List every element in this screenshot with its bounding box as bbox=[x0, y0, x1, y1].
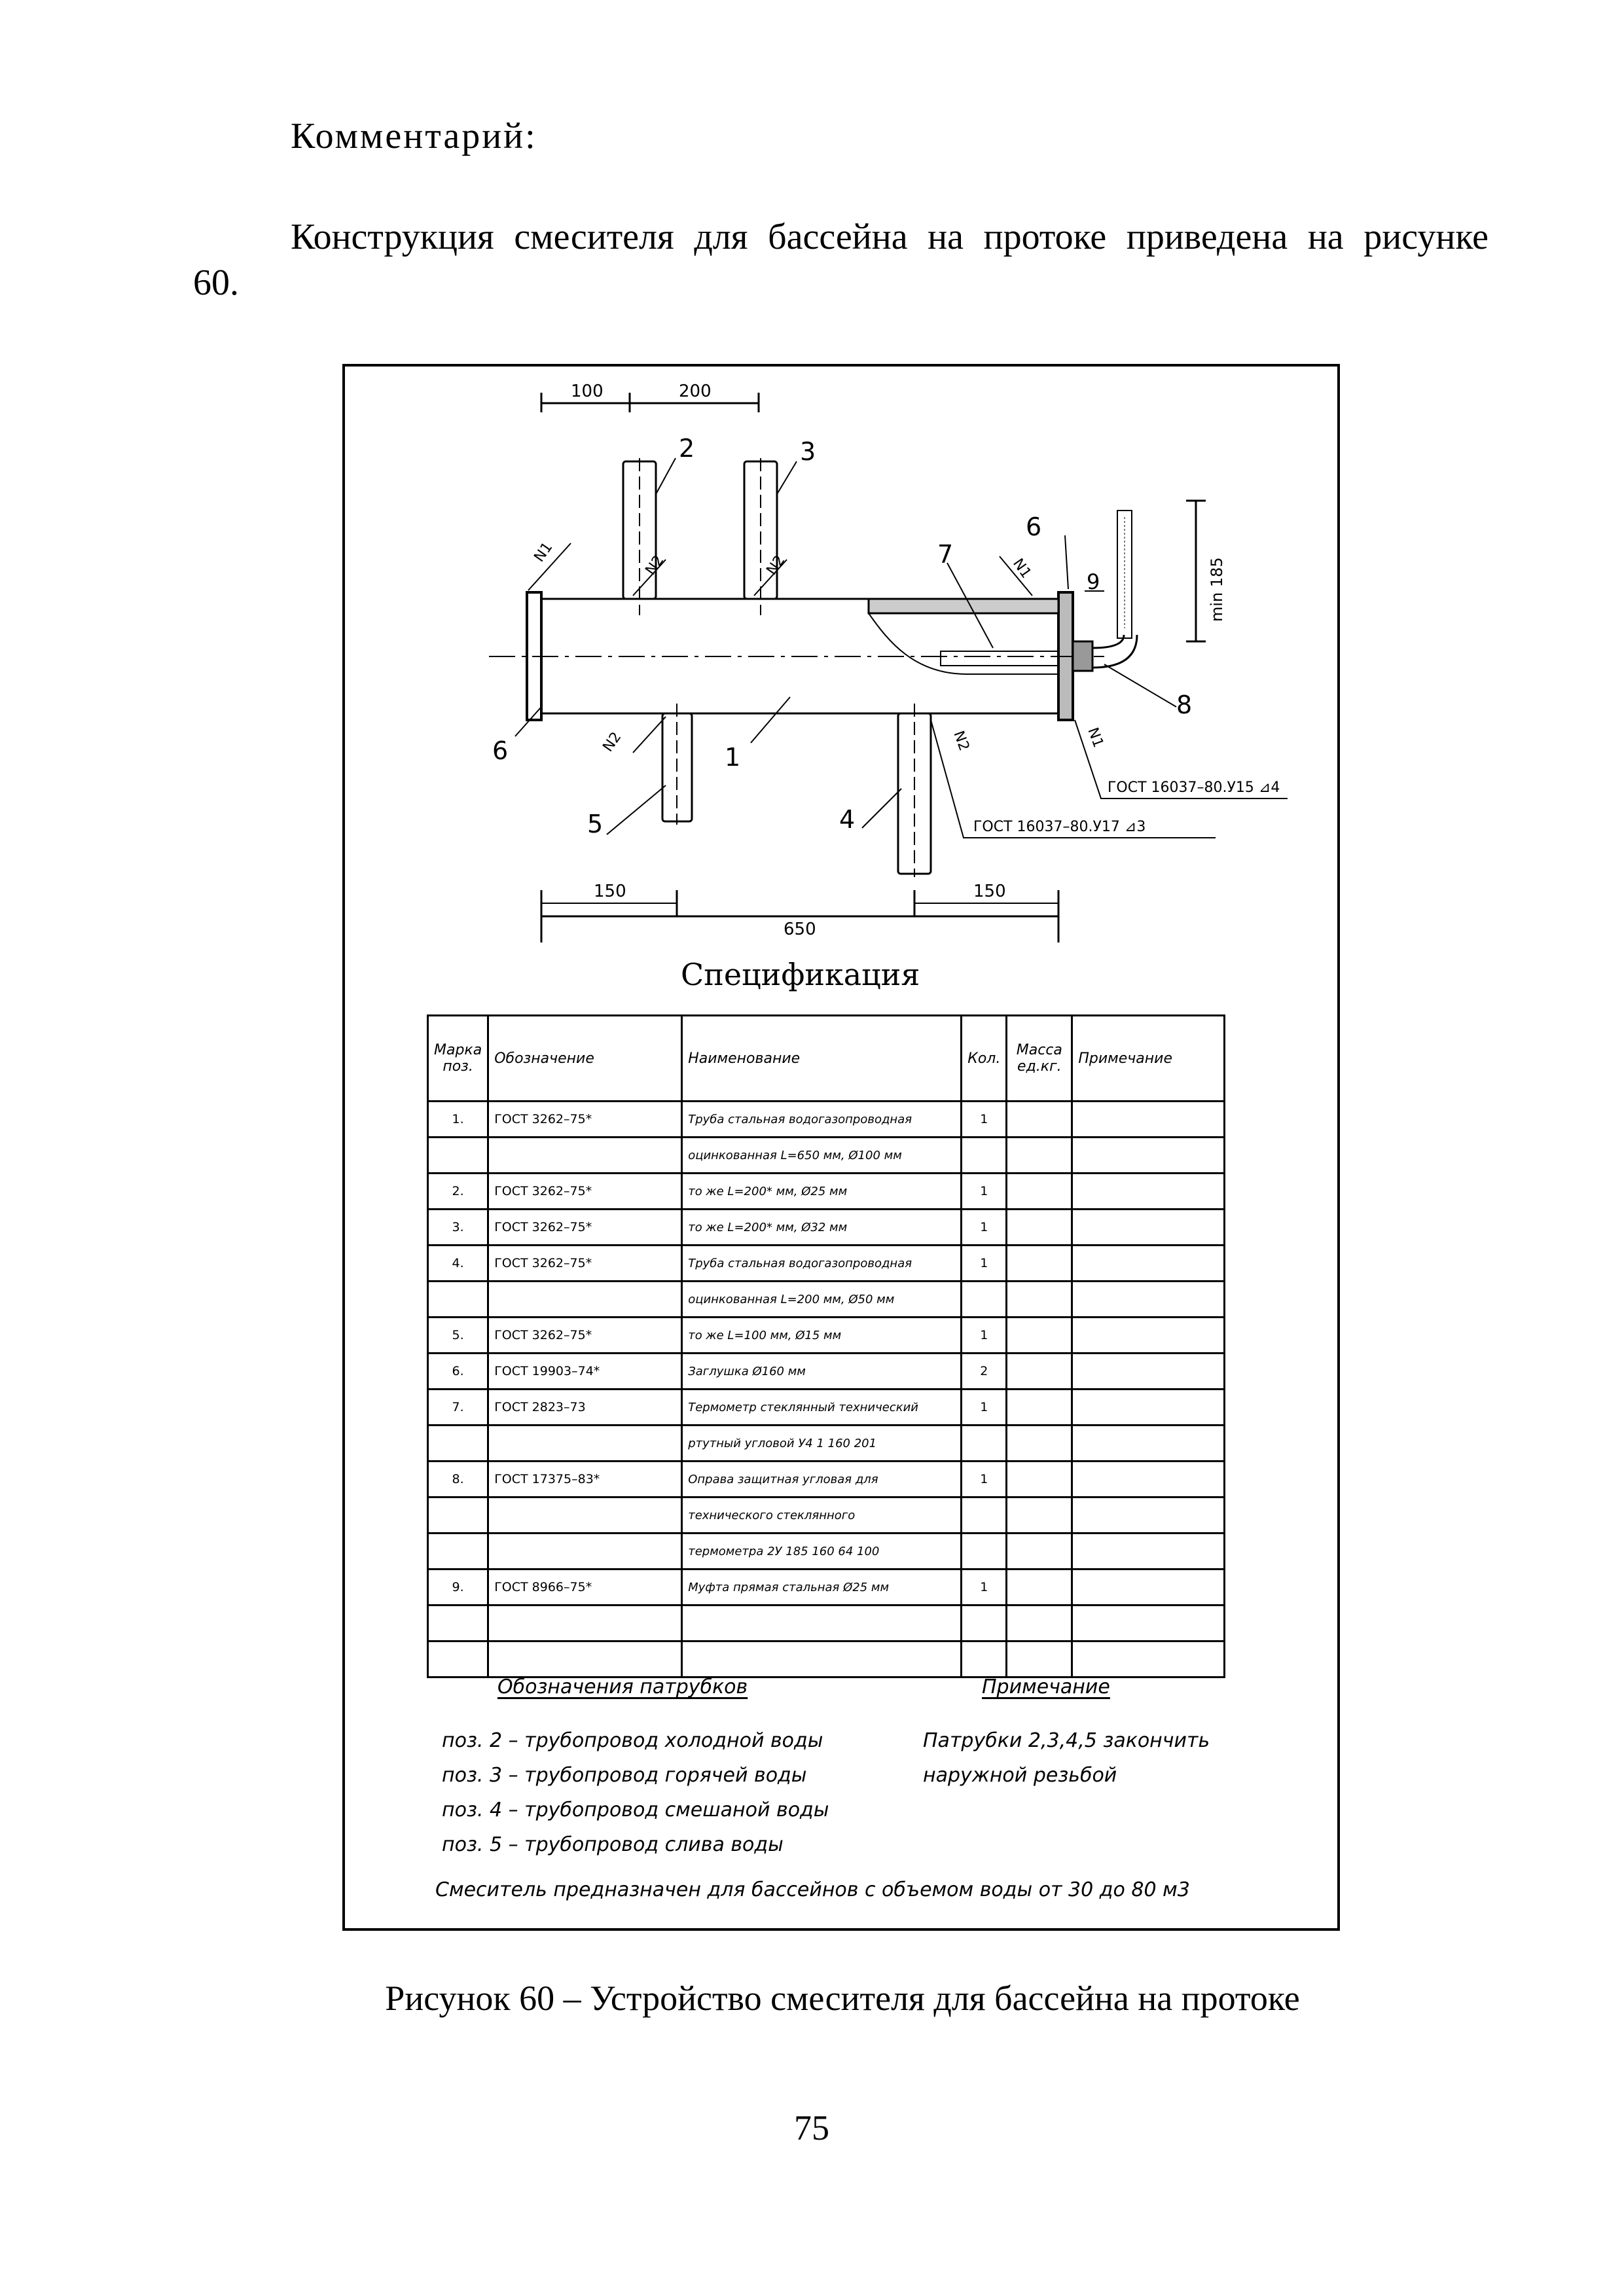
spec-cell-name: ртутный угловой У4 1 160 201 bbox=[682, 1426, 962, 1462]
spec-cell-name: то же L=200* мм, Ø32 мм bbox=[682, 1210, 962, 1246]
dim-650: 650 bbox=[784, 920, 816, 939]
spec-cell-designation bbox=[488, 1534, 682, 1570]
weld-n1-left: N1 bbox=[531, 539, 556, 565]
spec-cell-note bbox=[1072, 1534, 1225, 1570]
spec-cell-name: оцинкованная L=200 мм, Ø50 мм bbox=[682, 1282, 962, 1318]
spec-row bbox=[428, 1641, 1225, 1677]
weld-n2-a: N2 bbox=[642, 552, 668, 579]
spec-cell-mass bbox=[1007, 1605, 1072, 1641]
spec-cell-qty: 1 bbox=[962, 1390, 1007, 1426]
spec-cell-pos bbox=[428, 1426, 488, 1462]
intro-paragraph-line1: Конструкция смесителя для бассейна на протоке приведена на рисунке bbox=[291, 217, 1489, 257]
spec-row bbox=[428, 1390, 1225, 1426]
spec-cell-designation: ГОСТ 17375–83* bbox=[488, 1462, 682, 1498]
spec-cell-name bbox=[682, 1641, 962, 1677]
spec-cell-designation bbox=[488, 1498, 682, 1534]
spec-cell-name: то же L=100 мм, Ø15 мм bbox=[682, 1318, 962, 1354]
spec-row bbox=[428, 1210, 1225, 1246]
header-pos: Марка поз. bbox=[428, 1016, 488, 1102]
header-mass: Масса ед.кг. bbox=[1007, 1016, 1072, 1102]
label-2: 2 bbox=[679, 434, 695, 463]
spec-cell-name: Муфта прямая стальная Ø25 мм bbox=[682, 1570, 962, 1605]
spec-cell-pos bbox=[428, 1641, 488, 1677]
mixer-drawing bbox=[345, 367, 1337, 969]
spec-cell-note bbox=[1072, 1570, 1225, 1605]
label-6-left: 6 bbox=[492, 736, 509, 765]
thermometer-stem bbox=[941, 651, 1058, 666]
spec-cell-name: технического стеклянного bbox=[682, 1498, 962, 1534]
label-3: 3 bbox=[800, 437, 816, 466]
spec-cell-designation: ГОСТ 3262–75* bbox=[488, 1174, 682, 1210]
spec-row bbox=[428, 1318, 1225, 1354]
nozzle-note-2: поз. 2 – трубопровод холодной воды bbox=[442, 1729, 823, 1752]
spec-cell-mass bbox=[1007, 1246, 1072, 1282]
spec-cell-pos: 4. bbox=[428, 1246, 488, 1282]
spec-cell-mass bbox=[1007, 1570, 1072, 1605]
spec-cell-name: оцинкованная L=650 мм, Ø100 мм bbox=[682, 1138, 962, 1174]
spec-cell-note bbox=[1072, 1390, 1225, 1426]
figure-caption: Рисунок 60 – Устройство смесителя для бассейна на протоке bbox=[385, 1979, 1300, 2018]
hatch-area bbox=[869, 599, 1058, 613]
remark-line2: наружной резьбой bbox=[923, 1764, 1117, 1787]
spec-table bbox=[427, 1014, 1225, 1678]
spec-cell-name: то же L=200* мм, Ø25 мм bbox=[682, 1174, 962, 1210]
spec-cell-qty bbox=[962, 1138, 1007, 1174]
spec-cell-mass bbox=[1007, 1426, 1072, 1462]
spec-cell-mass bbox=[1007, 1390, 1072, 1426]
spec-cell-pos: 5. bbox=[428, 1318, 488, 1354]
spec-cell-name: Труба стальная водогазопроводная bbox=[682, 1246, 962, 1282]
spec-cell-qty: 1 bbox=[962, 1102, 1007, 1138]
gost-weld-2: ГОСТ 16037–80.У17 ⊿3 bbox=[973, 819, 1146, 835]
spec-cell-name bbox=[682, 1605, 962, 1641]
dim-200: 200 bbox=[679, 382, 712, 401]
spec-cell-pos bbox=[428, 1138, 488, 1174]
spec-cell-designation: ГОСТ 3262–75* bbox=[488, 1246, 682, 1282]
coupling bbox=[1073, 641, 1092, 671]
spec-cell-pos: 9. bbox=[428, 1570, 488, 1605]
header-qty: Кол. bbox=[962, 1016, 1007, 1102]
spec-cell-pos: 3. bbox=[428, 1210, 488, 1246]
spec-cell-qty bbox=[962, 1426, 1007, 1462]
nozzles-title: Обозначения патрубков bbox=[497, 1676, 748, 1698]
label-4: 4 bbox=[839, 805, 856, 834]
spec-cell-name: Труба стальная водогазопроводная bbox=[682, 1102, 962, 1138]
remark-line1: Патрубки 2,3,4,5 закончить bbox=[923, 1729, 1210, 1752]
spec-cell-note bbox=[1072, 1498, 1225, 1534]
purpose-note: Смеситель предназначен для бассейнов с объемом воды от 30 до 80 м3 bbox=[435, 1878, 1190, 1901]
header-designation: Обозначение bbox=[488, 1016, 682, 1102]
spec-row bbox=[428, 1282, 1225, 1318]
spec-cell-qty bbox=[962, 1282, 1007, 1318]
spec-cell-pos bbox=[428, 1498, 488, 1534]
spec-cell-name: термометра 2У 185 160 64 100 bbox=[682, 1534, 962, 1570]
remark-title: Примечание bbox=[982, 1676, 1110, 1698]
spec-cell-designation bbox=[488, 1426, 682, 1462]
spec-cell-note bbox=[1072, 1246, 1225, 1282]
spec-header-row bbox=[428, 1016, 1225, 1102]
spec-row bbox=[428, 1570, 1225, 1605]
spec-row bbox=[428, 1534, 1225, 1570]
dim-100: 100 bbox=[571, 382, 604, 401]
spec-cell-note bbox=[1072, 1210, 1225, 1246]
spec-cell-qty: 1 bbox=[962, 1174, 1007, 1210]
spec-cell-designation bbox=[488, 1605, 682, 1641]
spec-cell-note bbox=[1072, 1426, 1225, 1462]
spec-cell-pos bbox=[428, 1282, 488, 1318]
spec-cell-designation: ГОСТ 8966–75* bbox=[488, 1570, 682, 1605]
spec-cell-mass bbox=[1007, 1174, 1072, 1210]
spec-cell-note bbox=[1072, 1641, 1225, 1677]
spec-cell-pos bbox=[428, 1605, 488, 1641]
weld-n2-c: N2 bbox=[600, 729, 625, 755]
spec-cell-qty: 1 bbox=[962, 1570, 1007, 1605]
spec-title: Спецификация bbox=[681, 957, 920, 992]
spec-cell-note bbox=[1072, 1138, 1225, 1174]
spec-cell-qty bbox=[962, 1498, 1007, 1534]
spec-cell-mass bbox=[1007, 1102, 1072, 1138]
page-number: 75 bbox=[794, 2108, 829, 2147]
spec-cell-note bbox=[1072, 1605, 1225, 1641]
label-7: 7 bbox=[937, 540, 954, 569]
spec-cell-designation bbox=[488, 1282, 682, 1318]
weld-n1-right-bottom: N1 bbox=[1084, 725, 1107, 750]
spec-cell-mass bbox=[1007, 1462, 1072, 1498]
spec-row bbox=[428, 1498, 1225, 1534]
spec-cell-designation: ГОСТ 3262–75* bbox=[488, 1318, 682, 1354]
spec-cell-designation bbox=[488, 1641, 682, 1677]
spec-cell-pos: 2. bbox=[428, 1174, 488, 1210]
spec-cell-mass bbox=[1007, 1138, 1072, 1174]
spec-cell-qty: 1 bbox=[962, 1210, 1007, 1246]
spec-cell-mass bbox=[1007, 1282, 1072, 1318]
nozzle-note-3: поз. 3 – трубопровод горячей воды bbox=[442, 1764, 807, 1787]
spec-cell-pos: 7. bbox=[428, 1390, 488, 1426]
spec-cell-note bbox=[1072, 1174, 1225, 1210]
spec-row bbox=[428, 1246, 1225, 1282]
spec-cell-pos: 8. bbox=[428, 1462, 488, 1498]
spec-cell-designation: ГОСТ 19903–74* bbox=[488, 1354, 682, 1390]
spec-cell-name: Термометр стеклянный технический bbox=[682, 1390, 962, 1426]
spec-cell-name: Оправа защитная угловая для bbox=[682, 1462, 962, 1498]
nozzle-note-4: поз. 4 – трубопровод смешаной воды bbox=[442, 1799, 829, 1821]
spec-cell-qty bbox=[962, 1534, 1007, 1570]
spec-cell-mass bbox=[1007, 1354, 1072, 1390]
dim-150-right: 150 bbox=[973, 882, 1006, 901]
spec-cell-note bbox=[1072, 1102, 1225, 1138]
label-8: 8 bbox=[1176, 691, 1193, 719]
label-5: 5 bbox=[587, 810, 604, 838]
spec-cell-pos: 1. bbox=[428, 1102, 488, 1138]
weld-n1-right-top: N1 bbox=[1009, 556, 1035, 582]
spec-row bbox=[428, 1605, 1225, 1641]
dim-min185-label: min 185 bbox=[1208, 557, 1226, 622]
spec-row bbox=[428, 1462, 1225, 1498]
spec-cell-mass bbox=[1007, 1534, 1072, 1570]
spec-cell-designation: ГОСТ 2823–73 bbox=[488, 1390, 682, 1426]
spec-cell-note bbox=[1072, 1462, 1225, 1498]
weld-n2-d: N2 bbox=[950, 728, 973, 753]
spec-cell-note bbox=[1072, 1354, 1225, 1390]
weld-n2-b: N2 bbox=[763, 552, 789, 579]
spec-cell-designation: ГОСТ 3262–75* bbox=[488, 1102, 682, 1138]
spec-row bbox=[428, 1102, 1225, 1138]
label-6-right: 6 bbox=[1026, 512, 1042, 541]
spec-cell-mass bbox=[1007, 1498, 1072, 1534]
spec-row bbox=[428, 1426, 1225, 1462]
header-name: Наименование bbox=[682, 1016, 962, 1102]
intro-paragraph-line2: 60. bbox=[193, 262, 239, 303]
spec-cell-qty: 1 bbox=[962, 1462, 1007, 1498]
spec-cell-mass bbox=[1007, 1210, 1072, 1246]
spec-cell-name: Заглушка Ø160 мм bbox=[682, 1354, 962, 1390]
spec-cell-qty bbox=[962, 1641, 1007, 1677]
spec-cell-qty: 2 bbox=[962, 1354, 1007, 1390]
spec-row bbox=[428, 1354, 1225, 1390]
spec-cell-qty: 1 bbox=[962, 1318, 1007, 1354]
spec-cell-mass bbox=[1007, 1641, 1072, 1677]
nozzle-4 bbox=[898, 713, 931, 874]
spec-cell-note bbox=[1072, 1282, 1225, 1318]
spec-cell-qty bbox=[962, 1605, 1007, 1641]
spec-row bbox=[428, 1138, 1225, 1174]
spec-cell-pos bbox=[428, 1534, 488, 1570]
spec-cell-qty: 1 bbox=[962, 1246, 1007, 1282]
label-1: 1 bbox=[725, 743, 741, 772]
spec-cell-designation: ГОСТ 3262–75* bbox=[488, 1210, 682, 1246]
spec-cell-designation bbox=[488, 1138, 682, 1174]
spec-row bbox=[428, 1174, 1225, 1210]
spec-cell-mass bbox=[1007, 1318, 1072, 1354]
spec-cell-note bbox=[1072, 1318, 1225, 1354]
gost-weld-1: ГОСТ 16037–80.У15 ⊿4 bbox=[1108, 780, 1280, 796]
label-9: 9 bbox=[1087, 569, 1100, 594]
comment-heading: Комментарий: bbox=[291, 116, 537, 156]
header-note: Примечание bbox=[1072, 1016, 1225, 1102]
dim-150-left: 150 bbox=[594, 882, 626, 901]
spec-cell-pos: 6. bbox=[428, 1354, 488, 1390]
nozzle-note-5: поз. 5 – трубопровод слива воды bbox=[442, 1833, 784, 1856]
